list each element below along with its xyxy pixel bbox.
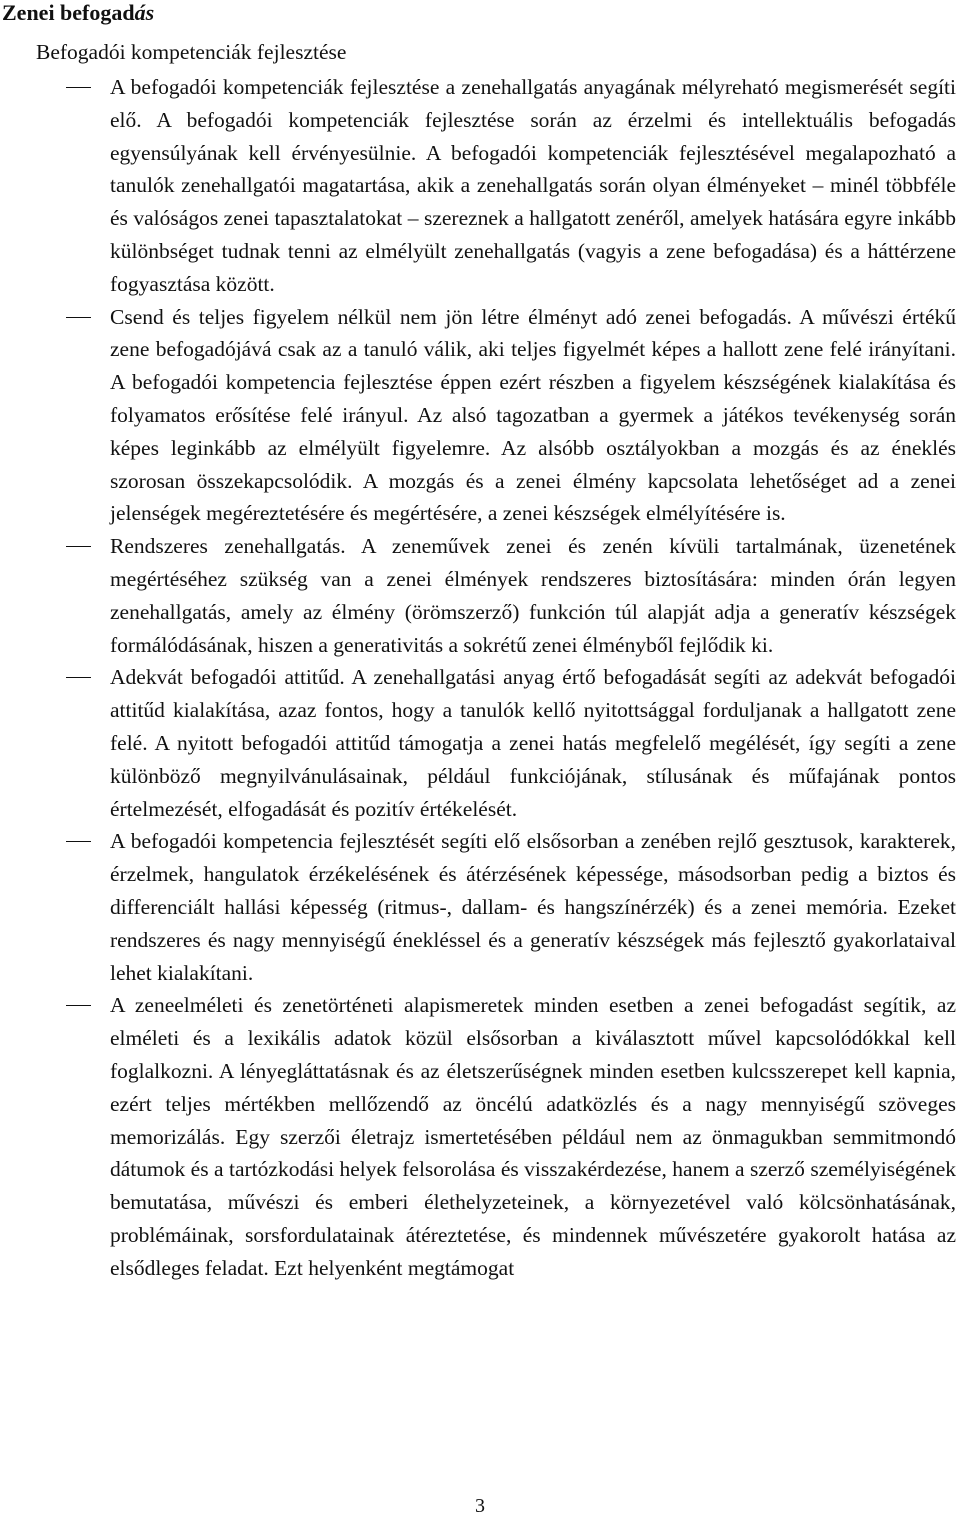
dash-bullet-icon [66, 546, 91, 547]
list-item [0, 301, 960, 531]
list-item-text: Rendszeres zenehallgatás. A zeneművek zenei és zenén kívüli tartalmának, üzenetének megértéséhez szükség van a zenei élmények rendszeres biztosítására: minden órán legyen zenehallgatás, amely az élmény (örömszerző) funkción túl alapját adja a generatív készségek formálódásának, hiszen a generativitás a sokrétű zenei élményből fejlődik ki. [110, 534, 956, 657]
list-item [0, 661, 960, 825]
list-item-text: A befogadói kompetenciák fejlesztése a zenehallgatás anyagának mélyreható megismerését segíti elő. A befogadói kompetenciák fejlesztése során az érzelmi és intellektuális befogadás egyensúlyának kell érvényesülnie. A befogadói kompetenciák fejlesztésével megalapozható a tanulók zenehallgatói magatartása, akik a zenehallgatás során olyan élményeket ‒ minél többféle és valóságos zenei tapasztalatokat ‒ szereznek a hallgatott zenéről, amelyek hatására egyre inkább különbséget tudnak tenni az elmélyült zenehallgatás (vagyis a zene befogadása) és a háttérzene fogyasztása között. [110, 75, 956, 296]
list-item-text: Csend és teljes figyelem nélkül nem jön létre élményt adó zenei befogadás. A művészi értékű zene befogadójává csak az a tanuló válik, aki teljes figyelmét képes a hallott zene felé irányítani. A befogadói kompetencia fejlesztése éppen ezért részben a figyelem készségének kialakítása és folyamatos erősítése felé irányul. Az alsó tagozatban a gyermek a játékos tevékenység során képes leginkább az elmélyült figyelemre. Az alsóbb osztályokban a mozgás és az éneklés szorosan összekapcsolódik. A mozgás és a zenei élmény kapcsolata lehetőséget ad a zenei jelenségek megéreztetésére és megértésére, a zenei készségek elmélyítésére is. [110, 304, 956, 526]
dash-bullet-icon [66, 841, 91, 842]
list-item [0, 530, 960, 661]
section-heading-regular: Zenei befogad [2, 0, 135, 25]
subsection-heading: Befogadói kompetenciák fejlesztése [36, 40, 347, 64]
list-item [0, 825, 960, 989]
dash-bullet-icon [66, 317, 91, 318]
dash-bullet-icon [66, 677, 91, 678]
dash-bullet-icon [66, 87, 91, 88]
list-item [0, 71, 960, 301]
bullet-list [0, 71, 960, 1284]
section-heading [2, 0, 154, 26]
dash-bullet-icon [66, 1005, 91, 1006]
list-item-text: Adekvát befogadói attitűd. A zenehallgatási anyag értő befogadását segíti az adekvát befogadói attitűd kialakítása, azaz fontos, hogy a tanulók kellő nyitottsággal forduljanak a hallgatott zene felé. A nyitott befogadói attitűd támogatja a zenei hatás megfelelő megélését, így segíti a zene különböző megnyilvánulásainak, például funkciójának, stílusának és műfajának pontos értelmezését, elfogadását és pozitív értékelését. [110, 665, 956, 821]
list-item [0, 989, 960, 1284]
section-heading-italic: ás [134, 0, 155, 25]
page-number: 3 [475, 1495, 485, 1517]
list-item-text: A zeneelméleti és zenetörténeti alapismeretek minden esetben a zenei befogadást segítik, az elméleti és a lexikális adatok közül elsősorban a kiválasztott művel kapcsolódókkal kell foglalkozni. A lényegláttatásnak és az életszerűségnek minden esetben kulcsszerepet kell kapnia, ezért teljes mértékben mellőzendő az öncélú adatközlés és a nagy mennyiségű szöveges memorizálás. Egy szerzői életrajz ismertetésében például nem az önmagukban semmitmondó dátumok és a tartózkodási helyek felsorolása és visszakérdezése, hanem a szerző személyiségének bemutatása, művészi és emberi élethelyzeteinek, a környezetével való kölcsönhatásának, problémáinak, sorsfordulatainak átéreztetése, és mindennek művészetére gyakorolt hatása az elsődleges feladat. Ezt helyenként megtámogat [110, 993, 956, 1280]
list-item-text: A befogadói kompetencia fejlesztését segíti elő elsősorban a zenében rejlő gesztusok, karakterek, érzelmek, hangulatok érzékelésének és átérzésének képessége, másodsorban pedig a biztos és differenciált hallási képesség (ritmus-, dallam- és hangszínérzék) és a zenei memória. Ezeket rendszeres és nagy mennyiségű énekléssel és a generatív készségek más fejlesztő gyakorlataival lehet kialakítani. [110, 829, 956, 985]
